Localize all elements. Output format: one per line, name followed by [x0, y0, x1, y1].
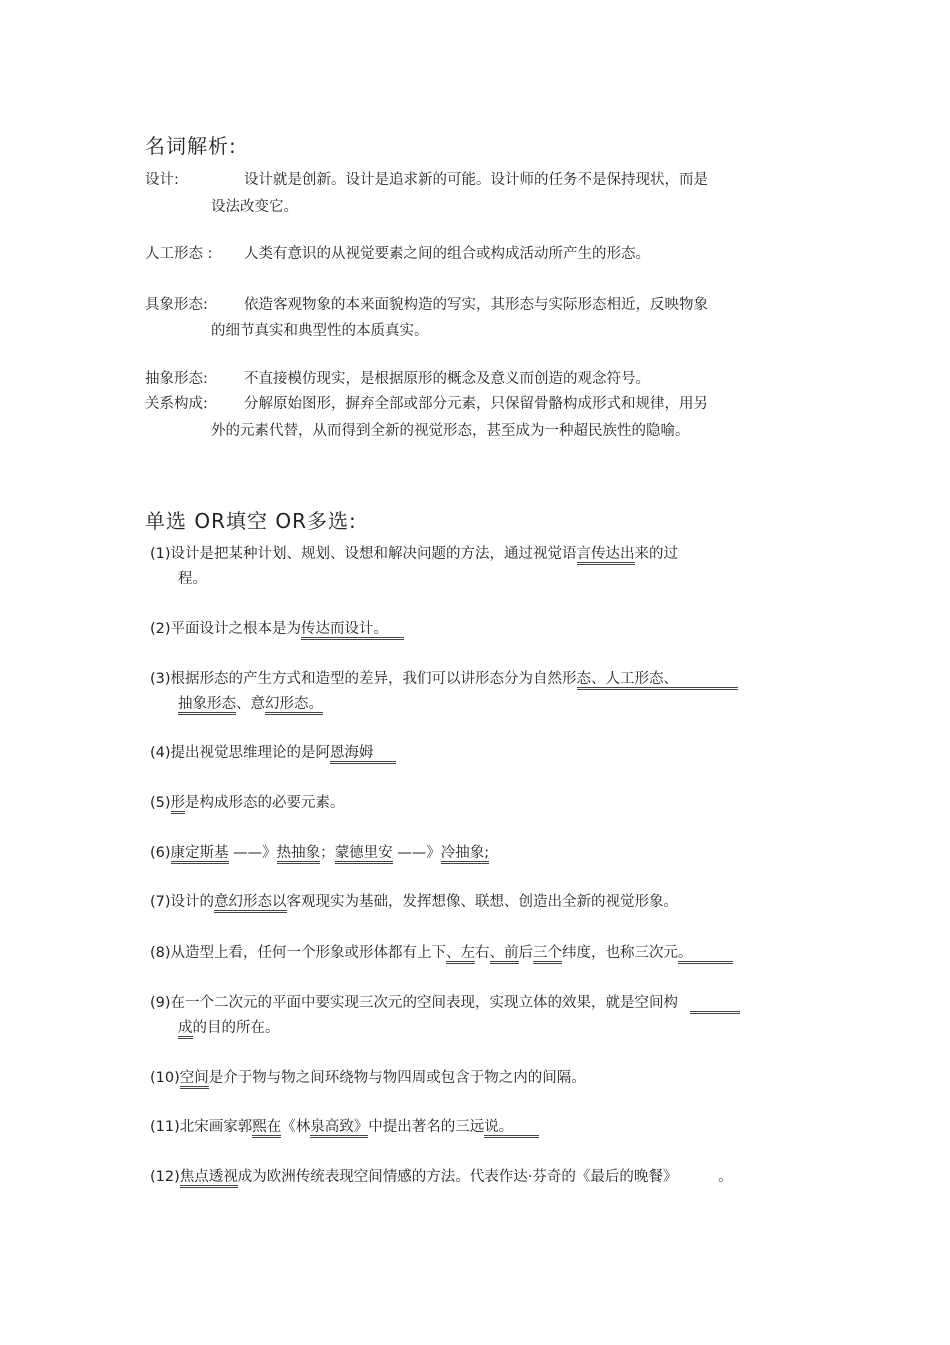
answer-blank: 。 [678, 945, 733, 964]
question-10: (10)空间是介于物与物之间环绕物与物四周或包含于物之内的间隔。 [150, 1068, 586, 1088]
answer-blank: 、前 [490, 945, 519, 964]
answer-blank: 意幻形态以 [214, 894, 287, 913]
question-8: (8)从造型上看，任何一个形象或形体都有上下、左右、前后三个纬度，也称三次元。 [150, 943, 733, 963]
answer-blank: 冷抽象; [441, 845, 489, 864]
term-design: 设计: [145, 172, 179, 188]
def-relation-composition-line1: 分解原始图形，摒弃全部或部分元素，只保留骨骼构成形式和规律，用另 [244, 396, 708, 412]
question-1-cont: 程。 [178, 571, 207, 587]
answer-blank: 、左 [446, 945, 475, 964]
answer-blank: 幻形态。 [265, 696, 323, 715]
def-concrete-form-line2: 的细节真实和典型性的本质真实。 [211, 323, 429, 339]
question-9-cont: 成的目的所在。 [178, 1018, 280, 1038]
question-number: (1) [150, 546, 171, 562]
answer-blank: 态、人工形态、 [577, 671, 739, 690]
question-11: (11)北宋画家郭熙在《林泉高致》中提出著名的三远说。 [150, 1117, 539, 1137]
term-concrete-form: 具象形态: [145, 297, 208, 313]
answer-blank: 形 [171, 795, 186, 814]
question-7: (7)设计的意幻形态以客观现实为基础，发挥想像、联想、创造出全新的视觉形象。 [150, 892, 678, 912]
question-3-cont: 抽象形态、意幻形态。 [178, 694, 323, 714]
answer-blank: 三个 [533, 945, 562, 964]
answer-blank: 焦点透视 [180, 1169, 238, 1188]
question-9: (9)在一个二次元的平面中要实现三次元的空间表现，实现立体的效果，就是空间构 [150, 993, 740, 1013]
section-title-definitions: 名词解析: [145, 134, 237, 158]
term-artificial-form: 人工形态 : [145, 246, 213, 262]
question-5: (5)形是构成形态的必要元素。 [150, 793, 345, 813]
term-relation-composition: 关系构成: [145, 396, 208, 412]
def-abstract-form-line1: 不直接模仿现实，是根据原形的概念及意义而创造的观念符号。 [244, 371, 650, 387]
def-relation-composition-line2: 外的元素代替，从而得到全新的视觉形态，甚至成为一种超民族性的隐喻。 [211, 423, 690, 439]
term-abstract-form: 抽象形态: [145, 371, 208, 387]
answer-blank: 说。 [484, 1119, 539, 1138]
question-2: (2)平面设计之根本是为传达而设计。 [150, 619, 404, 639]
answer-blank: 抽象形态 [178, 696, 236, 715]
answer-blank: 蒙德里安 [335, 845, 393, 864]
answer-blank: 恩海姆 [330, 745, 396, 764]
def-design-line1: 设计就是创新。设计是追求新的可能。设计师的任务不是保持现状，而是 [244, 172, 708, 188]
answer-blank: 康定斯基 [171, 845, 229, 864]
answer-blank: 言传达出 [577, 546, 635, 565]
answer-blank: 成 [178, 1020, 193, 1039]
answer-blank: 热抽象 [277, 845, 321, 864]
question-1: (1)设计是把某种计划、规划、设想和解决问题的方法，通过视觉语言传达出来的过 [150, 544, 678, 564]
section-title-questions: 单选 OR填空 OR多选: [145, 509, 357, 533]
answer-blank: 泉高致》 [310, 1119, 368, 1138]
def-concrete-form-line1: 依造客观物象的本来面貌构造的写实，其形态与实际形态相近，反映物象 [244, 297, 708, 313]
def-artificial-form-line1: 人类有意识的从视觉要素之间的组合或构成活动所产生的形态。 [244, 246, 650, 262]
answer-blank: 熙在 [252, 1119, 281, 1138]
answer-blank: 传达而设计。 [301, 621, 404, 640]
def-design-line2: 设法改变它。 [211, 199, 298, 215]
answer-blank-line [690, 995, 740, 1014]
question-6: (6)康定斯基 ——》热抽象；蒙德里安 ——》冷抽象; [150, 843, 489, 863]
question-3: (3)根据形态的产生方式和造型的差异，我们可以讲形态分为自然形态、人工形态、 [150, 669, 738, 689]
question-4: (4)提出视觉思维理论的是阿恩海姆 [150, 743, 396, 763]
answer-blank: 空间 [180, 1070, 209, 1089]
question-12: (12)焦点透视成为欧洲传统表现空间情感的方法。代表作达·芬奇的《最后的晚餐》 。 [150, 1167, 733, 1187]
